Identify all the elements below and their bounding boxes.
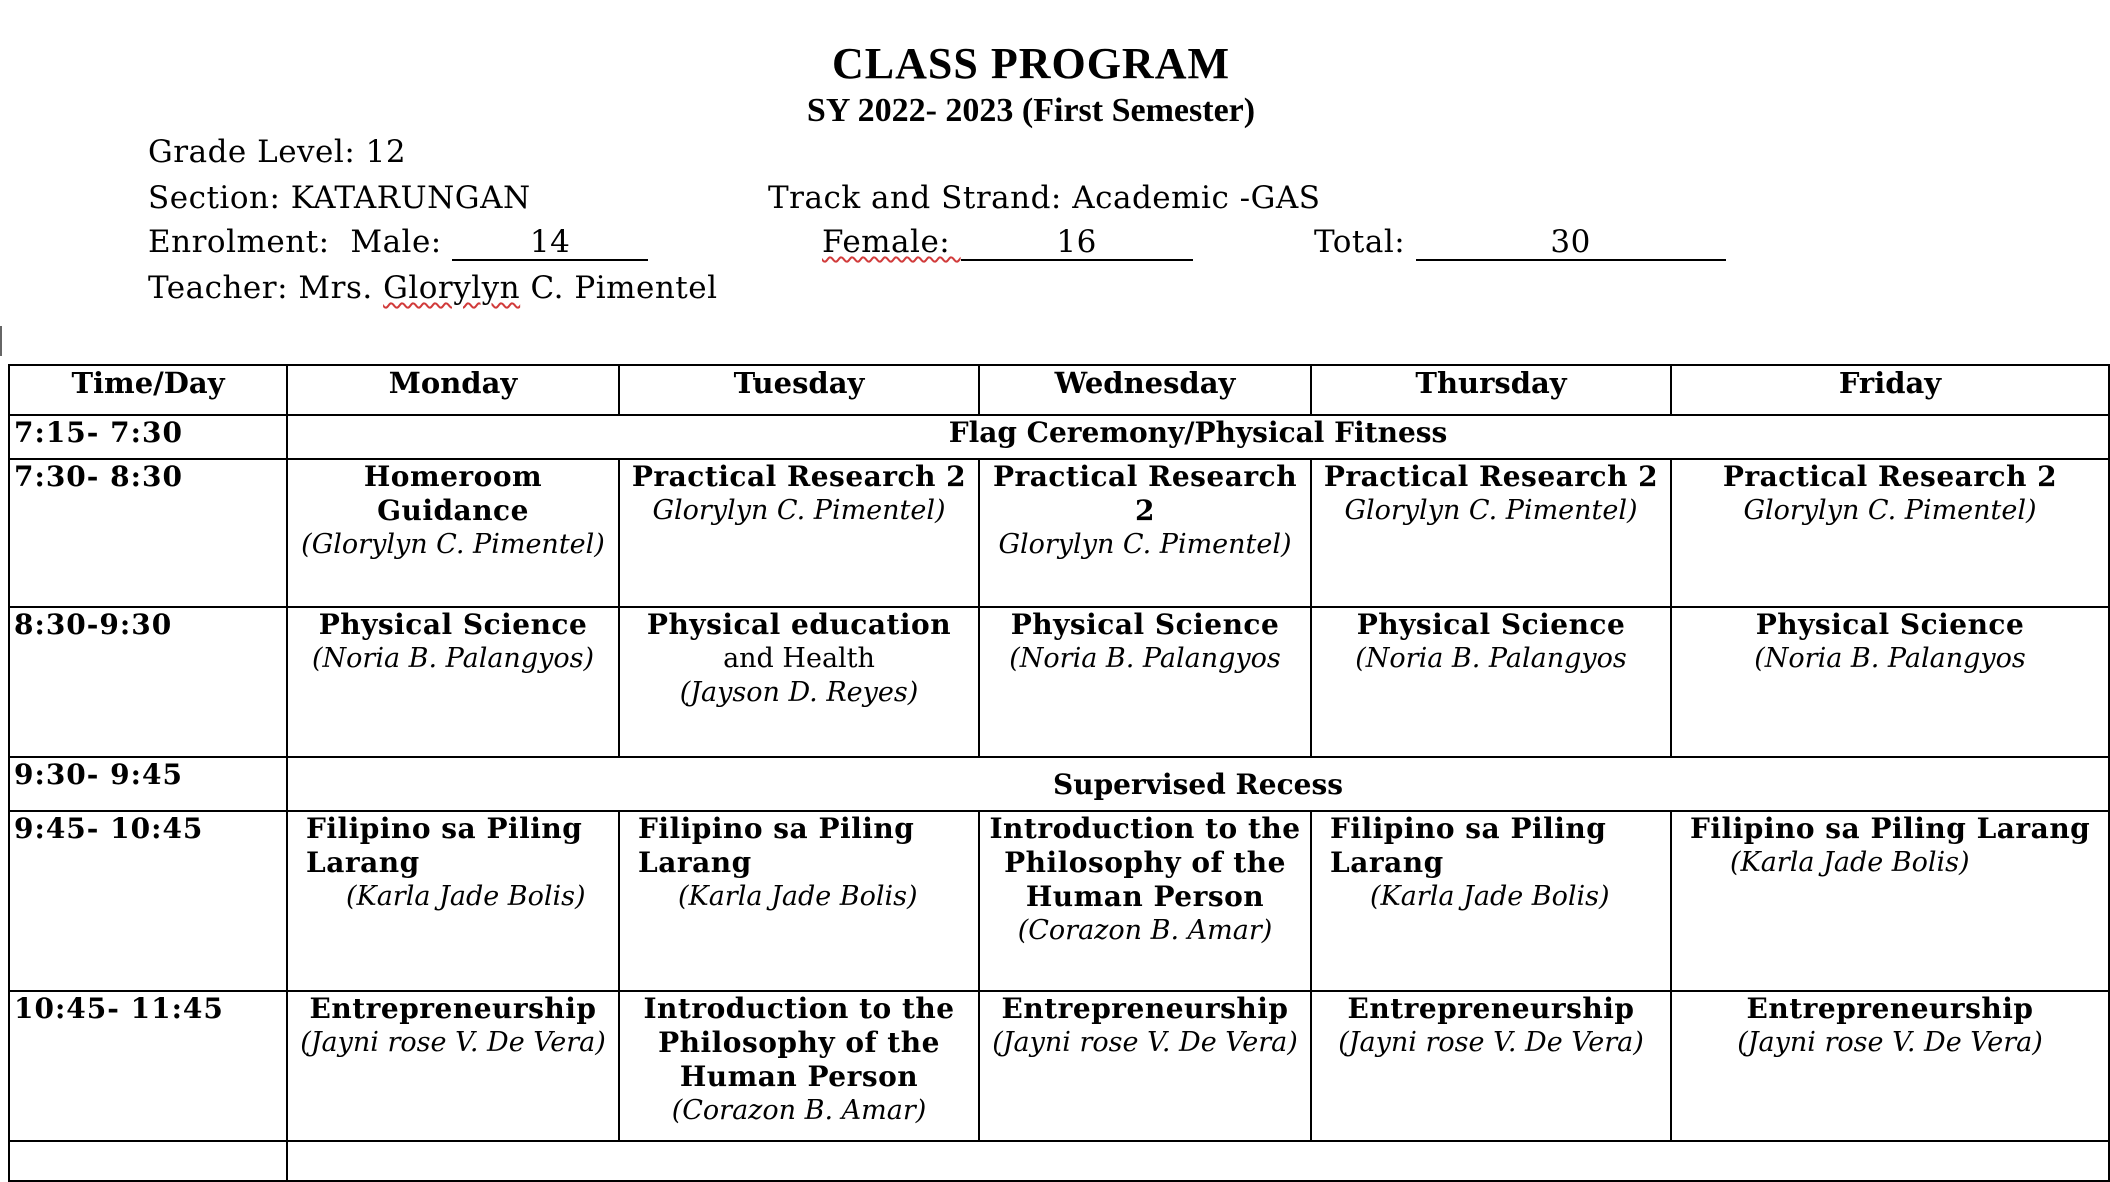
male-label: Male:: [350, 224, 453, 260]
teacher-name: (Jayson D. Reyes): [679, 677, 919, 708]
table-row: [9, 459, 2109, 607]
teacher-name: (Noria B. Palangyos: [1355, 643, 1627, 674]
subject-name: Physical education: [646, 608, 952, 641]
teacher-name: (Glorylyn C. Pimentel): [301, 529, 605, 560]
subject-name: Homeroom Guidance: [363, 460, 543, 527]
total-line: [1314, 224, 1726, 261]
header-row: [9, 365, 2109, 415]
teacher-prefix: Mrs.: [298, 270, 384, 306]
subject-name: Entrepreneurship: [1347, 992, 1635, 1025]
schedule-cell: [287, 607, 619, 757]
schedule-cell: [1671, 991, 2109, 1141]
subject-name: Filipino sa Piling Larang: [1330, 812, 1607, 879]
time-cell: 9:30- 9:45: [9, 757, 287, 811]
document-title: CLASS PROGRAM: [831, 39, 1231, 88]
schedule-cell: [1671, 607, 2109, 757]
teacher-name: Glorylyn C. Pimentel): [998, 529, 1292, 560]
subject-name-continued: and Health: [723, 643, 875, 674]
table-row: [9, 415, 2109, 459]
teacher-name: (Corazon B. Amar): [671, 1095, 927, 1126]
track-strand-value: Academic -GAS: [1072, 180, 1321, 216]
flag-ceremony-cell: Flag Ceremony/Physical Fitness: [287, 415, 2109, 459]
page-edge-marker: [0, 326, 2, 356]
female-value: 16: [961, 226, 1193, 261]
schedule-table: [8, 364, 2110, 1182]
teacher-name: Glorylyn C. Pimentel): [1743, 495, 2037, 526]
schedule-cell: [1311, 811, 1671, 991]
teacher-name: (Karla Jade Bolis): [1730, 847, 1970, 878]
header-wednesday: Wednesday: [979, 365, 1311, 415]
time-cell: 10:45- 11:45: [9, 991, 287, 1141]
schedule-cell: [1671, 811, 2109, 991]
header-friday: Friday: [1671, 365, 2109, 415]
enrolment-label: Enrolment:: [148, 224, 340, 260]
subject-name: Entrepreneurship: [309, 992, 597, 1025]
teacher-name: (Karla Jade Bolis): [346, 881, 586, 912]
table-row: [9, 811, 2109, 991]
time-cell: 7:30- 8:30: [9, 459, 287, 607]
subject-name: Introduction to the Philosophy of the Human Person: [989, 812, 1301, 913]
schedule-cell: [287, 811, 619, 991]
header-thursday: Thursday: [1311, 365, 1671, 415]
subject-name: Physical Science: [1755, 608, 2025, 641]
total-value: 30: [1416, 226, 1726, 261]
header-monday: Monday: [287, 365, 619, 415]
teacher-name: Glorylyn C. Pimentel): [652, 495, 946, 526]
schedule-cell: [287, 991, 619, 1141]
cut-off-span-cell: [287, 1141, 2109, 1181]
subject-name: Introduction to the Philosophy of the Human Person: [643, 992, 955, 1093]
table-row: [9, 757, 2109, 811]
schedule-cell: [979, 991, 1311, 1141]
time-cell: 8:30-9:30: [9, 607, 287, 757]
teacher-name: (Noria B. Palangyos): [312, 643, 594, 674]
teacher-name: (Karla Jade Bolis): [678, 881, 918, 912]
supervised-recess-cell: Supervised Recess: [287, 757, 2109, 811]
teacher-name: Glorylyn C. Pimentel): [1344, 495, 1638, 526]
track-strand-line: [768, 180, 1321, 216]
header-tuesday: Tuesday: [619, 365, 979, 415]
schedule-cell: [619, 607, 979, 757]
time-cell: 9:45- 10:45: [9, 811, 287, 991]
subject-name: Entrepreneurship: [1746, 992, 2034, 1025]
section-value: KATARUNGAN: [290, 180, 531, 216]
cut-off-time-cell: [9, 1141, 287, 1181]
teacher-first-name: Glorylyn: [383, 270, 521, 306]
schedule-cell: [1311, 459, 1671, 607]
header-time-day: Time/Day: [9, 365, 287, 415]
teacher-label: Teacher:: [148, 270, 299, 306]
subject-name: Entrepreneurship: [1001, 992, 1289, 1025]
subject-name: Physical Science: [318, 608, 588, 641]
subject-name: Practical Research 2: [992, 460, 1298, 527]
teacher-name: (Noria B. Palangyos: [1754, 643, 2026, 674]
subject-name: Filipino sa Piling Larang: [306, 812, 583, 879]
subject-name: Physical Science: [1010, 608, 1280, 641]
enrolment-line: [148, 224, 648, 261]
total-label: Total:: [1314, 224, 1416, 260]
table-row-cut-off: [9, 1141, 2109, 1181]
subject-name: Filipino sa Piling Larang: [1690, 812, 2091, 845]
track-strand-label: Track and Strand:: [768, 180, 1073, 216]
subject-name: Practical Research 2: [1722, 460, 2058, 493]
document-subtitle: SY 2022- 2023 (First Semester): [806, 92, 1256, 129]
teacher-name: (Jayni rose V. De Vera): [1338, 1027, 1644, 1058]
schedule-cell: [1671, 459, 2109, 607]
subject-name: Practical Research 2: [631, 460, 967, 493]
schedule-cell: [979, 811, 1311, 991]
schedule-cell: [979, 607, 1311, 757]
table-row: [9, 991, 2109, 1141]
female-label: Female:: [822, 224, 961, 260]
teacher-name: (Jayni rose V. De Vera): [300, 1027, 606, 1058]
schedule-cell: [287, 459, 619, 607]
subject-name: Practical Research 2: [1323, 460, 1659, 493]
schedule-cell: [619, 459, 979, 607]
teacher-name: (Noria B. Palangyos: [1009, 643, 1281, 674]
schedule-cell: [1311, 991, 1671, 1141]
male-value: 14: [452, 226, 648, 261]
section-line: [148, 180, 531, 216]
grade-level-label: Grade Level:: [148, 134, 366, 170]
schedule-cell: [979, 459, 1311, 607]
subject-name: Physical Science: [1356, 608, 1626, 641]
time-cell: 7:15- 7:30: [9, 415, 287, 459]
grade-level-line: [148, 134, 406, 170]
teacher-line: [148, 270, 718, 306]
teacher-rest-name: C. Pimentel: [520, 270, 718, 306]
teacher-name: (Karla Jade Bolis): [1370, 881, 1610, 912]
table-row: [9, 607, 2109, 757]
schedule-cell: [619, 991, 979, 1141]
subject-name: Filipino sa Piling Larang: [638, 812, 915, 879]
teacher-name: (Jayni rose V. De Vera): [1737, 1027, 2043, 1058]
section-label: Section:: [148, 180, 291, 216]
teacher-name: (Corazon B. Amar): [1017, 915, 1273, 946]
schedule-cell: [1311, 607, 1671, 757]
grade-level-value: 12: [365, 134, 407, 170]
teacher-name: (Jayni rose V. De Vera): [992, 1027, 1298, 1058]
female-line: [822, 224, 1193, 261]
schedule-cell: [619, 811, 979, 991]
